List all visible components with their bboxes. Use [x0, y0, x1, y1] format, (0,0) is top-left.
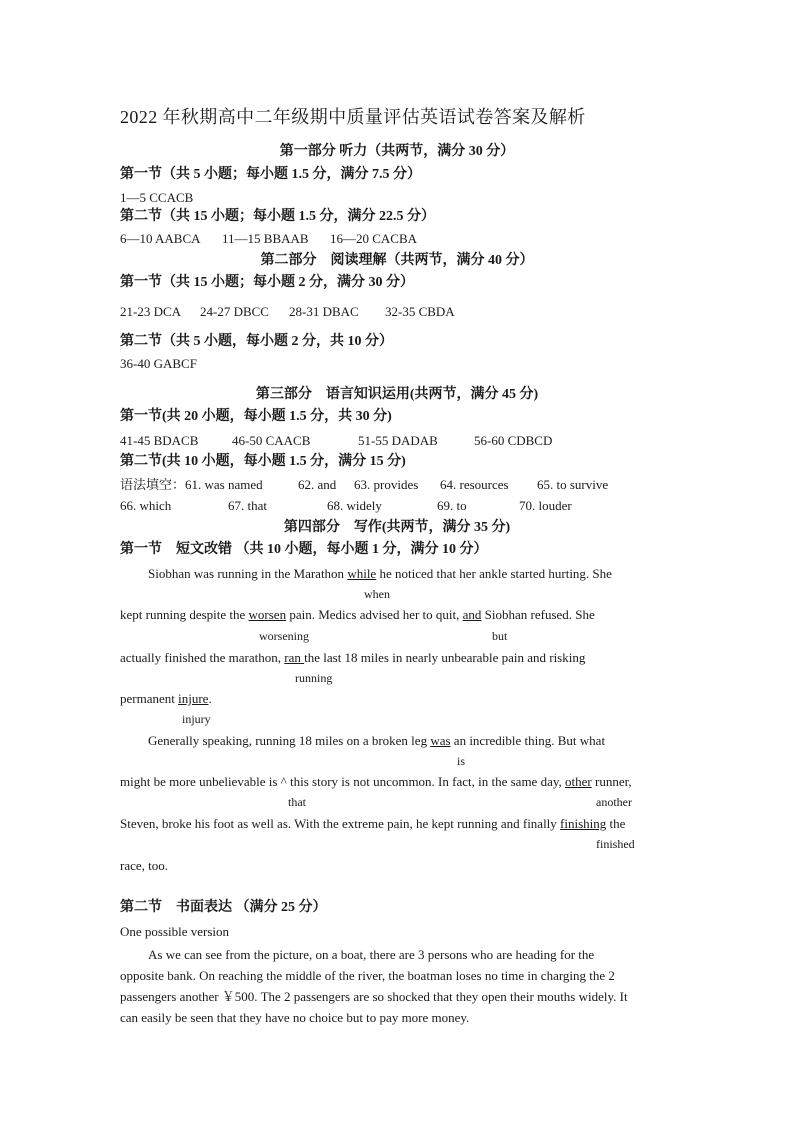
part2-sec2-heading: 第二节（共 5 小题，每小题 2 分，共 10 分）: [120, 334, 393, 349]
part2-sec1-heading: 第一节（共 15 小题；每小题 2 分，满分 30 分）: [120, 275, 414, 290]
passage-line: Siobhan was running in the Marathon while he noticed that her ankle started hurting. She: [148, 566, 612, 581]
grammar-answer: 69. to: [437, 498, 467, 513]
grammar-answer: 62. and: [298, 477, 337, 492]
passage-line: kept running despite the worsen pain. Medics advised her to quit, and Siobhan refused. She: [120, 607, 595, 622]
grammar-answer: 66. which: [120, 498, 172, 513]
part2-sec2-answers: 36-40 GABCF: [120, 356, 197, 371]
correction-word: another: [596, 795, 632, 809]
grammar-answer: 68. widely: [327, 498, 382, 513]
part4-heading: 第四部分 写作(共两节，满分 35 分): [283, 520, 511, 535]
answer-group: 6—10 AABCA: [120, 231, 201, 246]
passage-line: Generally speaking, running 18 miles on a broken leg was an incredible thing. But what: [148, 733, 606, 748]
correction-word: that: [288, 795, 306, 809]
essay-line: can easily be seen that they have no choice but to pay more money.: [120, 1010, 470, 1025]
answer-group: 56-60 CDBCD: [474, 433, 553, 448]
error-word: other: [565, 774, 592, 789]
correction-word: injury: [182, 712, 211, 726]
answer-group: 11—15 BBAAB: [222, 231, 309, 246]
answer-group: 21-23 DCA: [120, 304, 182, 319]
correction-word: when: [364, 587, 390, 601]
passage-line: race, too.: [120, 858, 169, 873]
answer-group: 28-31 DBAC: [289, 304, 359, 319]
error-word: and: [462, 607, 482, 622]
essay-label: One possible version: [120, 924, 230, 939]
error-word: while: [347, 566, 377, 581]
grammar-answer: 65. to survive: [537, 477, 609, 492]
correction-word: running: [295, 671, 333, 685]
essay-line: passengers another ￥500. The 2 passengers are so shocked that they open their mouths widely. It: [120, 989, 628, 1004]
correction-word: worsening: [259, 629, 309, 643]
passage-line: actually finished the marathon, ran the last 18 miles in nearly unbearable pain and risking: [120, 650, 586, 665]
essay-line: As we can see from the picture, on a boat, there are 3 persons who are heading for the: [148, 947, 595, 962]
error-word: worsen: [248, 607, 287, 622]
answer-group: 16—20 CACBA: [330, 231, 418, 246]
part3-heading: 第三部分 语言知识运用(共两节，满分 45 分): [255, 387, 539, 402]
grammar-answer: 70. louder: [519, 498, 572, 513]
error-word: injure: [178, 691, 209, 706]
part4-sec2-heading: 第二节 书面表达 （满分 25 分）: [120, 900, 327, 915]
part1-sec1-answers: 1—5 CCACB: [120, 190, 194, 205]
answer-group: 46-50 CAACB: [232, 433, 311, 448]
answer-group: 51-55 DADAB: [358, 433, 438, 448]
grammar-answer: 63. provides: [354, 477, 419, 492]
part1-sec2-heading: 第二节（共 15 小题；每小题 1.5 分，满分 22.5 分）: [120, 209, 435, 224]
part4-sec1-heading: 第一节 短文改错 （共 10 小题，每小题 1 分，满分 10 分）: [120, 542, 488, 557]
passage-line: might be more unbelievable is ^ this story is not uncommon. In fact, in the same day, other runner,: [120, 774, 632, 789]
correction-word: is: [457, 754, 466, 768]
error-word: ran: [284, 650, 305, 665]
part3-sec1-heading: 第一节(共 20 小题，每小题 1.5 分，共 30 分): [120, 409, 392, 424]
essay-line: opposite bank. On reaching the middle of the river, the boatman loses no time in charging the 2: [120, 968, 615, 983]
correction-word: but: [492, 629, 508, 643]
part1-sec1-heading: 第一节（共 5 小题；每小题 1.5 分，满分 7.5 分）: [120, 167, 421, 182]
passage-line: Steven, broke his foot as well as. With the extreme pain, he kept running and finally finishing the: [120, 816, 626, 831]
correction-word: finished: [596, 837, 635, 851]
part2-heading: 第二部分 阅读理解（共两节，满分 40 分）: [260, 253, 534, 268]
answer-group: 32-35 CBDA: [385, 304, 455, 319]
page-title: 2022 年秋期高中二年级期中质量评估英语试卷答案及解析: [120, 107, 586, 127]
grammar-answer: 语法填空：61. was named: [120, 477, 263, 492]
part3-sec2-heading: 第二节(共 10 小题，每小题 1.5 分，满分 15 分): [120, 454, 406, 469]
part1-heading: 第一部分 听力（共两节，满分 30 分）: [279, 144, 515, 159]
error-word: finishing: [560, 816, 607, 831]
answer-group: 41-45 BDACB: [120, 433, 199, 448]
passage-line: permanent injure.: [120, 691, 212, 706]
grammar-answer: 64. resources: [440, 477, 509, 492]
answer-group: 24-27 DBCC: [200, 304, 269, 319]
grammar-answer: 67. that: [228, 498, 267, 513]
error-word: was: [430, 733, 451, 748]
